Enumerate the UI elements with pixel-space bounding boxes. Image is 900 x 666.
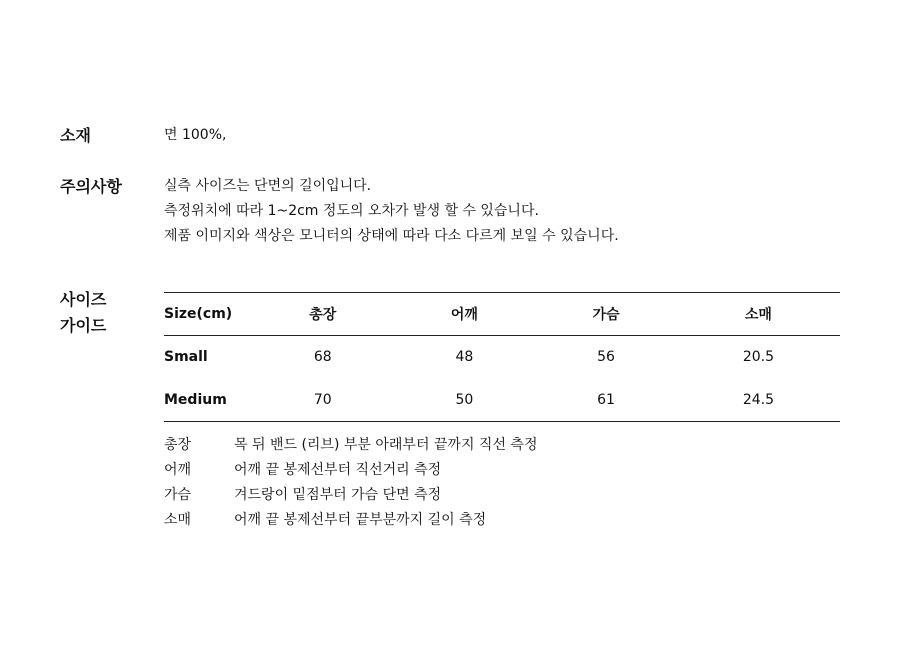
caution-line: 실측 사이즈는 단면의 길이입니다. bbox=[164, 178, 372, 194]
legend-term: 소매 bbox=[164, 512, 192, 528]
caution-line: 측정위치에 따라 1~2cm 정도의 오차가 발생 할 수 있습니다. bbox=[164, 203, 539, 219]
table-row bbox=[164, 379, 840, 422]
legend-term: 가슴 bbox=[164, 487, 192, 503]
legend-item bbox=[164, 458, 537, 483]
cell-value: 24.5 bbox=[677, 379, 840, 422]
legend-item bbox=[164, 508, 537, 533]
size-table bbox=[164, 292, 840, 422]
material-label: 소재 bbox=[60, 126, 91, 145]
size-guide-label bbox=[60, 287, 106, 339]
header-chest: 가슴 bbox=[535, 293, 677, 336]
cell-value: 70 bbox=[252, 379, 394, 422]
measurement-legend bbox=[164, 433, 537, 533]
size-guide-label-line2: 가이드 bbox=[60, 316, 107, 335]
legend-desc: 겨드랑이 밑점부터 가슴 단면 측정 bbox=[234, 487, 442, 503]
material-value: 면 100%, bbox=[164, 127, 227, 143]
legend-desc: 목 뒤 밴드 (리브) 부분 아래부터 끝까지 직선 측정 bbox=[234, 437, 538, 453]
size-guide-label-line1: 사이즈 bbox=[60, 290, 107, 309]
legend-desc: 어깨 끝 봉제선부터 끝부분까지 길이 측정 bbox=[234, 512, 487, 528]
table-header-row bbox=[164, 293, 840, 336]
legend-item bbox=[164, 433, 537, 458]
cell-value: 48 bbox=[455, 349, 474, 366]
legend-desc: 어깨 끝 봉제선부터 직선거리 측정 bbox=[234, 462, 442, 478]
cell-value: 20.5 bbox=[742, 349, 774, 366]
row-size: Medium bbox=[164, 379, 252, 422]
legend-item bbox=[164, 483, 537, 508]
header-size: Size(cm) bbox=[164, 293, 252, 336]
cell-value: 56 bbox=[597, 349, 615, 366]
header-length: 총장 bbox=[252, 293, 394, 336]
cell-value: 68 bbox=[313, 349, 332, 366]
row-size: Small bbox=[164, 349, 208, 366]
table-row bbox=[164, 336, 840, 379]
caution-notes bbox=[164, 174, 619, 249]
cell-value: 50 bbox=[394, 379, 536, 422]
legend-term: 어깨 bbox=[164, 462, 192, 478]
caution-line: 제품 이미지와 색상은 모니터의 상태에 따라 다소 다르게 보일 수 있습니다. bbox=[164, 228, 619, 244]
legend-term: 총장 bbox=[164, 437, 192, 453]
caution-label: 주의사항 bbox=[60, 177, 122, 196]
header-sleeve: 소매 bbox=[677, 293, 840, 336]
header-shoulder: 어깨 bbox=[394, 293, 536, 336]
cell-value: 61 bbox=[535, 379, 677, 422]
